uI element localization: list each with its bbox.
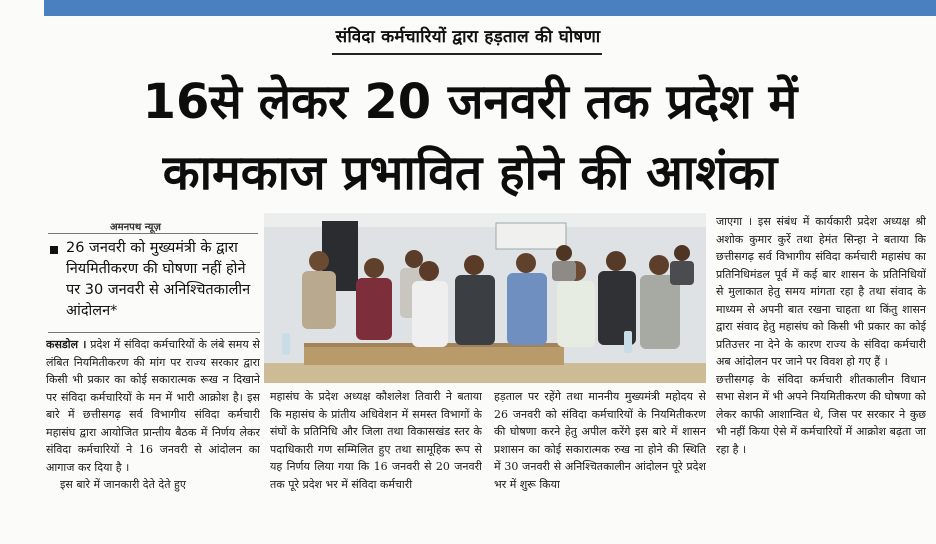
article-column-1	[46, 336, 260, 542]
group-photo	[264, 213, 706, 383]
kicker-underline	[332, 53, 602, 55]
headline-line-1: 16से लेकर 20 जनवरी तक प्रदेश में	[142, 74, 798, 130]
column-4-text-2: छत्तीसगढ़ के संविदा कर्मचारी शीतकालीन विधान सभा सेशन में भी अपने नियमितीकरण की घोषणा को लेकर काफी आशान्वित थे, जिस पर सरकार ने कुछ भी नहीं किया ऐसे में कर्मचारियों में आक्रोश बढ़ता जा रहा है ।	[716, 372, 926, 456]
top-color-bar	[44, 0, 936, 16]
column-1-paragraph-2	[46, 476, 260, 494]
column-4-text: जाएगा । इस संबंध में कार्यकारी प्रदेश अध्यक्ष श्री अशोक कुमार कुर्रे तथा हेमंत सिन्हा ने बताया कि छत्तीसगढ़ सर्व विभागीय संविदा कर्मचारी महासंघ का प्रतिनिधिमंडल पूर्व में कई बार शासन के प्रतिनिधियों से मुलाकात हेतु समय मांगता रहा है तथा संवाद के माध्यम से अपनी बात रखना चाहता था किंतु शासन द्वारा संवाद हेतु महासंघ को किसी भी प्रकार का कोई प्रतिउत्तर ना देने के कारण राज्य के संविदा कर्मचारी अब आंदोलन पर जाने पर विवश हो गए हैं ।	[716, 215, 926, 368]
column-1-paragraph	[46, 336, 260, 476]
column-1-text-2: इस बारे में जानकारी देते देते हुए	[60, 478, 186, 491]
dateline: कसडोल ।	[46, 338, 87, 351]
article-column-2	[270, 388, 482, 542]
kicker-headline: संविदा कर्मचारियों द्वारा हड़ताल की घोषणा	[335, 27, 601, 47]
byline: अमनपथ न्यूज़	[110, 222, 161, 233]
deck-text: 26 जनवरी को मुख्यमंत्री के द्वारा नियमितीकरण की घोषणा नहीं होने पर 30 जनवरी से अनिश्चितकालीन आंदोलन*	[66, 240, 251, 319]
column-3-text: हड़ताल पर रहेंगे तथा माननीय मुख्यमंत्री महोदय से 26 जनवरी को संविदा कर्मचारियों के नियमितीकरण की घोषणा करने हेतु अपील करेंगे इस बारे में शासन प्रशासन का कोई सकारात्मक रुख ना होने की स्थिति में 30 जनवरी से अनिश्चितकालीन आंदोलन पूरे प्रदेश भर में शुरू किया	[494, 390, 706, 491]
column-2-text: महासंघ के प्रदेश अध्यक्ष कौशलेश तिवारी ने बताया कि महासंघ के प्रांतीय अधिवेशन में समस्त विभागों के संघों के प्रतिनिधि और जिला तथा विकासखंड स्तर के पदाधिकारी गण सम्मिलित हुए तथा सामूहिक रूप से यह निर्णय लिया गया कि 16 जनवरी से 20 जनवरी तक पूरे प्रदेश भर में संविदा कर्मचारी	[270, 390, 482, 491]
deck-divider	[48, 332, 260, 333]
group-photo-illustration	[264, 213, 706, 383]
headline-line-2: कामकाज प्रभावित होने की आशंका	[162, 145, 778, 201]
column-1-text: प्रदेश में संविदा कर्मचारियों के लंबे समय से लंबित नियमितीकरण की मांग पर राज्य सरकार द्वारा किसी भी प्रकार का कोई सकारात्मक रूख न दिखाने पर संविदा कर्मचारियों के मन में भारी आक्रोश है। इस बारे में छत्तीसगढ़ सर्व विभागीय संविदा कर्मचारी महासंघ द्वारा आयोजित प्रान्तीय बैठक में निर्णय लेकर संविदा कर्मचारियों ने 16 जनवरी से आंदोलन का आगाज कर दिया है ।	[46, 338, 260, 474]
byline-divider	[48, 233, 258, 234]
article-column-4	[716, 213, 926, 542]
square-bullet-icon	[50, 246, 58, 254]
article-column-3	[494, 388, 706, 542]
